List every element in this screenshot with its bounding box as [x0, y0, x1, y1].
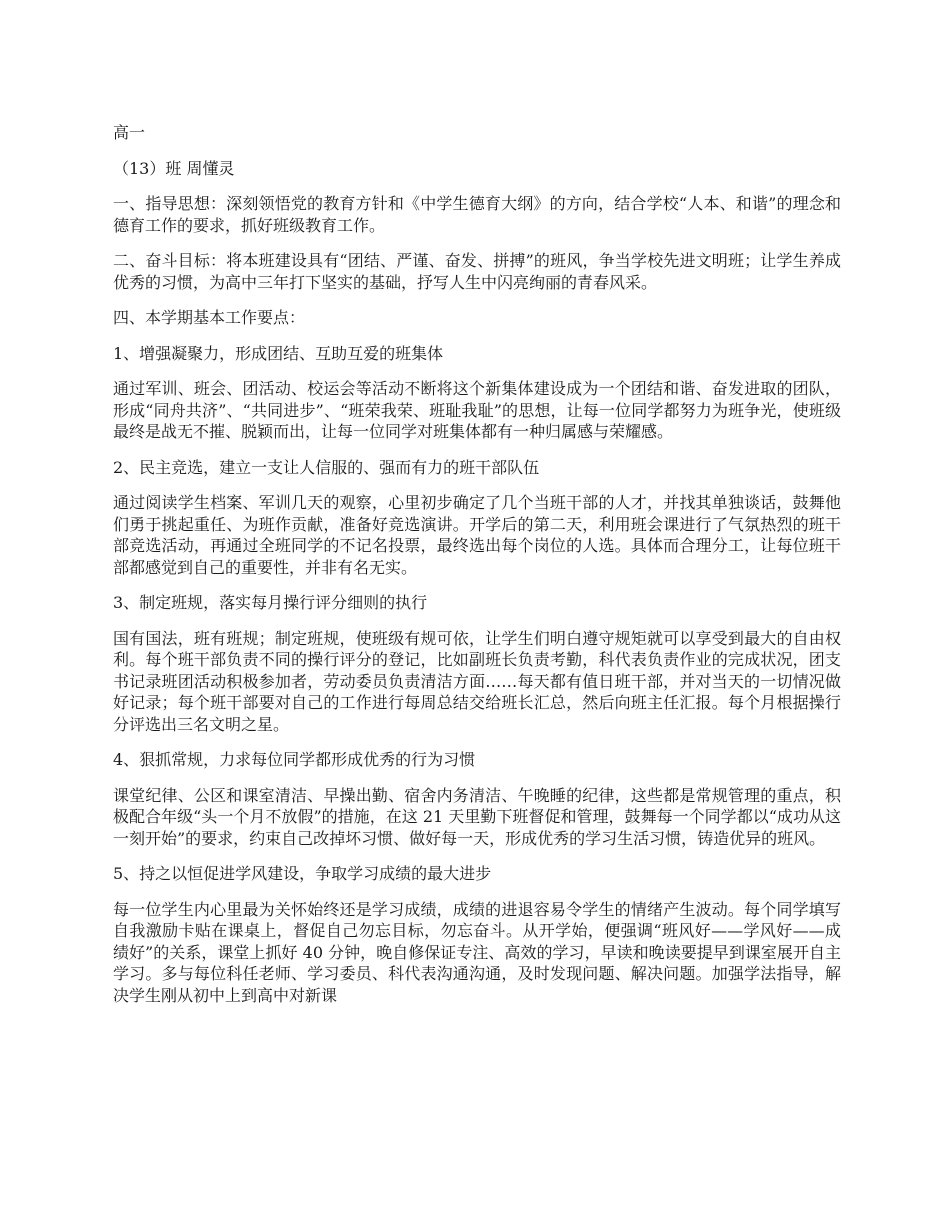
header-grade: 高一 — [113, 123, 146, 142]
point-3-heading: 3、制定班规，落实每月操行评分细则的执行 — [113, 593, 428, 612]
header-class-author: （13）班 周懂灵 — [113, 158, 235, 178]
point-2-body: 通过阅读学生档案、军训几天的观察，心里初步确定了几个当班干部的人才，并找其单独谈话，鼓舞他们勇于挑起重任、为班作贡献，准备好竞选演讲。开学后的第二天，利用班会课进行了气氛热烈的班干部竞选活动，再通过全班同学的不记名投票，最终选出每个岗位的人选。具体而合理分工，让每位班干部都感觉到自己的重要性，并非有名无实。 — [113, 493, 841, 577]
point-4-body: 课堂纪律、公区和课室清洁、早操出勤、宿舍内务清洁、午晚睡的纪律，这些都是常规管理的重点，积极配合年级“头一个月不放假”的措施，在这 21 天里勤下班督促和管理，鼓舞每一个同学都以“成功从这一刻开始”的要求，约束自己改掉坏习惯、做好每一天，形成优秀的学习生活习惯，铸造优异的班风。 — [113, 785, 841, 848]
section-work-points-heading: 四、本学期基本工作要点： — [113, 308, 306, 327]
point-1-heading: 1、增强凝聚力，形成团结、互助互爱的班集体 — [113, 343, 444, 363]
section-goals: 二、奋斗目标：将本班建设具有“团结、严谨、奋发、拼搏”的班风，争当学校先进文明班；让学生养成优秀的习惯，为高中三年打下坚实的基础，抒写人生中闪亮绚丽的青春风采。 — [113, 251, 841, 292]
point-5-body: 每一位学生内心里最为关怀始终还是学习成绩，成绩的进退容易令学生的情绪产生波动。每个同学填写自我激励卡贴在课桌上，督促自己勿忘目标，勿忘奋斗。从开学始，便强调“班风好——学风好——成绩好”的关系，课堂上抓好 40 分钟，晚自修保证专注、高效的学习，早读和晚读要提早到课室展开自主学习。多与每位科任老师、学习委员、科代表沟通沟通，及时发现问题、解决问题。加强学法指导，解决学生刚从初中上到高中对新课 — [113, 899, 841, 1005]
document-body — [113, 122, 841, 1020]
section-guiding-thought: 一、指导思想：深刻领悟党的教育方针和《中学生德育大纲》的方向，结合学校“人本、和谐”的理念和德育工作的要求，抓好班级教育工作。 — [113, 194, 841, 235]
point-2-heading: 2、民主竞选，建立一支让人信服的、强而有力的班干部队伍 — [113, 457, 540, 477]
point-3-body: 国有国法，班有班规；制定班规，使班级有规可依，让学生们明白遵守规矩就可以享受到最大的自由权利。每个班干部负责不同的操行评分的登记，比如副班长负责考勤，科代表负责作业的完成状况，团支书记录班团活动积极参加者，劳动委员负责清洁方面……每天都有值日班干部，并对当天的一切情况做好记录；每个班干部要对自己的工作进行每周总结交给班长汇总，然后向班主任汇报。每个月根据操行分评选出三名文明之星。 — [113, 628, 841, 734]
point-5-heading: 5、持之以恒促进学风建设，争取学习成绩的最大进步 — [113, 864, 492, 883]
point-4-heading: 4、狠抓常规，力求每位同学都形成优秀的行为习惯 — [113, 750, 476, 769]
point-1-body: 通过军训、班会、团活动、校运会等活动不断将这个新集体建设成为一个团结和谐、奋发进取的团队，形成“同舟共济”、“共同进步”、“班荣我荣、班耻我耻”的思想，让每一位同学都努力为班争光，使班级最终是战无不摧、脱颖而出，让每一位同学对班集体都有一种归属感与荣耀感。 — [113, 379, 841, 441]
